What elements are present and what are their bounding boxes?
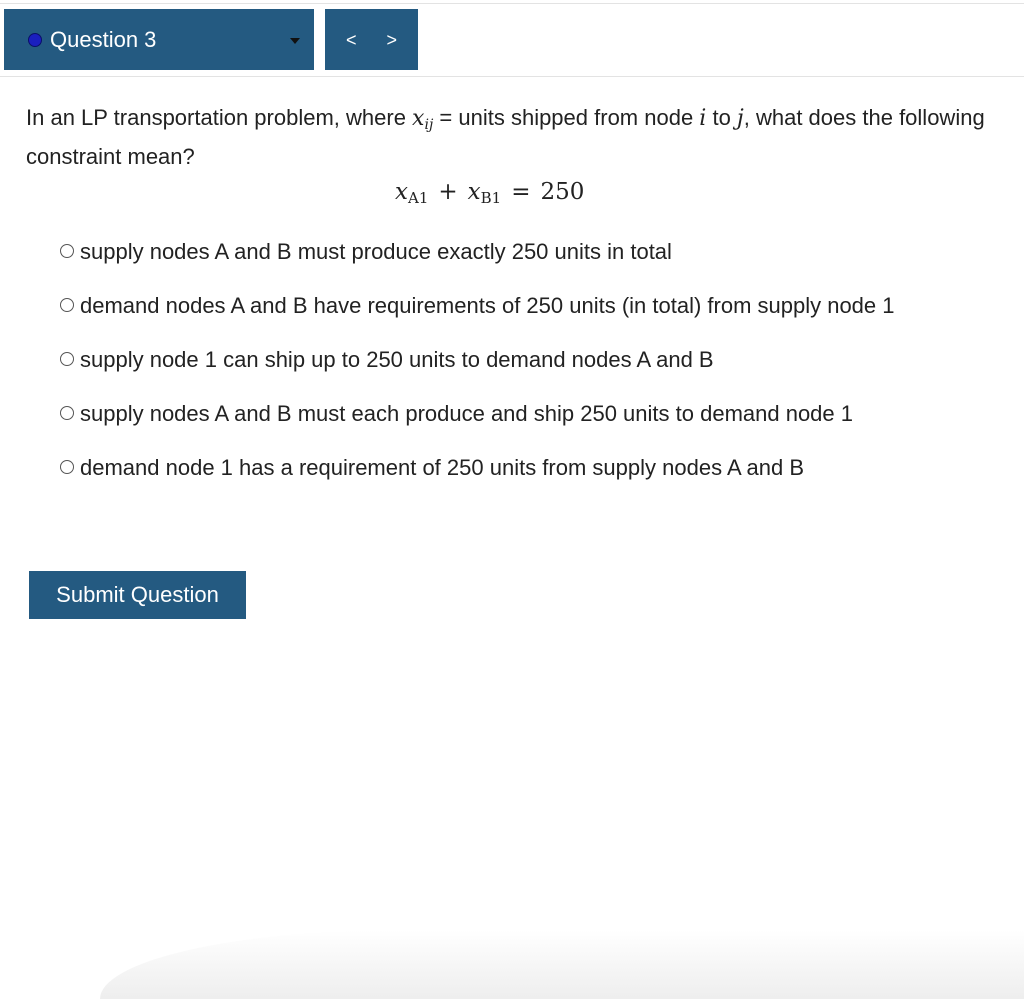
math-subscript: ij bbox=[424, 117, 434, 133]
math-operator: = bbox=[511, 179, 531, 205]
var-j: j bbox=[736, 106, 744, 131]
answer-option[interactable] bbox=[58, 287, 978, 324]
answer-option-label: demand nodes A and B have requirements of 250 units (in total) from supply node 1 bbox=[80, 293, 895, 318]
question-selector-label: Question 3 bbox=[50, 26, 157, 52]
math-value: 250 bbox=[540, 179, 585, 205]
prompt-text-part: In an LP transportation problem, where bbox=[26, 105, 413, 130]
status-dot-icon bbox=[28, 33, 42, 47]
radio-button[interactable] bbox=[60, 460, 74, 474]
answer-option[interactable] bbox=[58, 449, 978, 486]
answer-options bbox=[58, 233, 978, 503]
bottom-shadow bbox=[100, 930, 1024, 999]
var-i: i bbox=[699, 106, 707, 131]
question-selector[interactable] bbox=[4, 9, 314, 70]
answer-option-label: supply nodes A and B must each produce and ship 250 units to demand node 1 bbox=[80, 401, 853, 426]
math-subscript: B1 bbox=[480, 189, 502, 207]
math-operator: + bbox=[438, 179, 458, 205]
header-divider bbox=[0, 76, 1024, 77]
question-prompt bbox=[26, 99, 986, 176]
submit-question-button[interactable]: Submit Question bbox=[29, 571, 246, 619]
question-nav bbox=[325, 9, 418, 70]
answer-option[interactable] bbox=[58, 341, 978, 378]
prompt-text-part: = units shipped from node bbox=[433, 105, 700, 130]
radio-button[interactable] bbox=[60, 406, 74, 420]
answer-option-label: supply node 1 can ship up to 250 units to demand nodes A and B bbox=[80, 347, 714, 372]
radio-button[interactable] bbox=[60, 244, 74, 258]
math-var: x bbox=[412, 106, 425, 131]
math-subscript: A1 bbox=[407, 189, 429, 207]
top-divider bbox=[0, 3, 1024, 4]
answer-option-label: demand node 1 has a requirement of 250 units from supply nodes A and B bbox=[80, 455, 805, 480]
next-question-button[interactable]: > bbox=[386, 29, 398, 50]
var-x-ij bbox=[412, 106, 433, 131]
chevron-down-icon bbox=[290, 38, 300, 44]
answer-option[interactable] bbox=[58, 395, 978, 432]
radio-button[interactable] bbox=[60, 352, 74, 366]
constraint-equation bbox=[395, 174, 584, 210]
prompt-text-part: , what does the following constraint mean? bbox=[26, 105, 985, 169]
radio-button[interactable] bbox=[60, 298, 74, 312]
prompt-text-part: to bbox=[706, 105, 737, 130]
answer-option-label: supply nodes A and B must produce exactly 250 units in total bbox=[80, 239, 672, 264]
math-var: x bbox=[395, 179, 408, 205]
prev-question-button[interactable]: < bbox=[345, 29, 357, 50]
math-var: x bbox=[467, 179, 481, 205]
answer-option[interactable] bbox=[58, 233, 978, 270]
